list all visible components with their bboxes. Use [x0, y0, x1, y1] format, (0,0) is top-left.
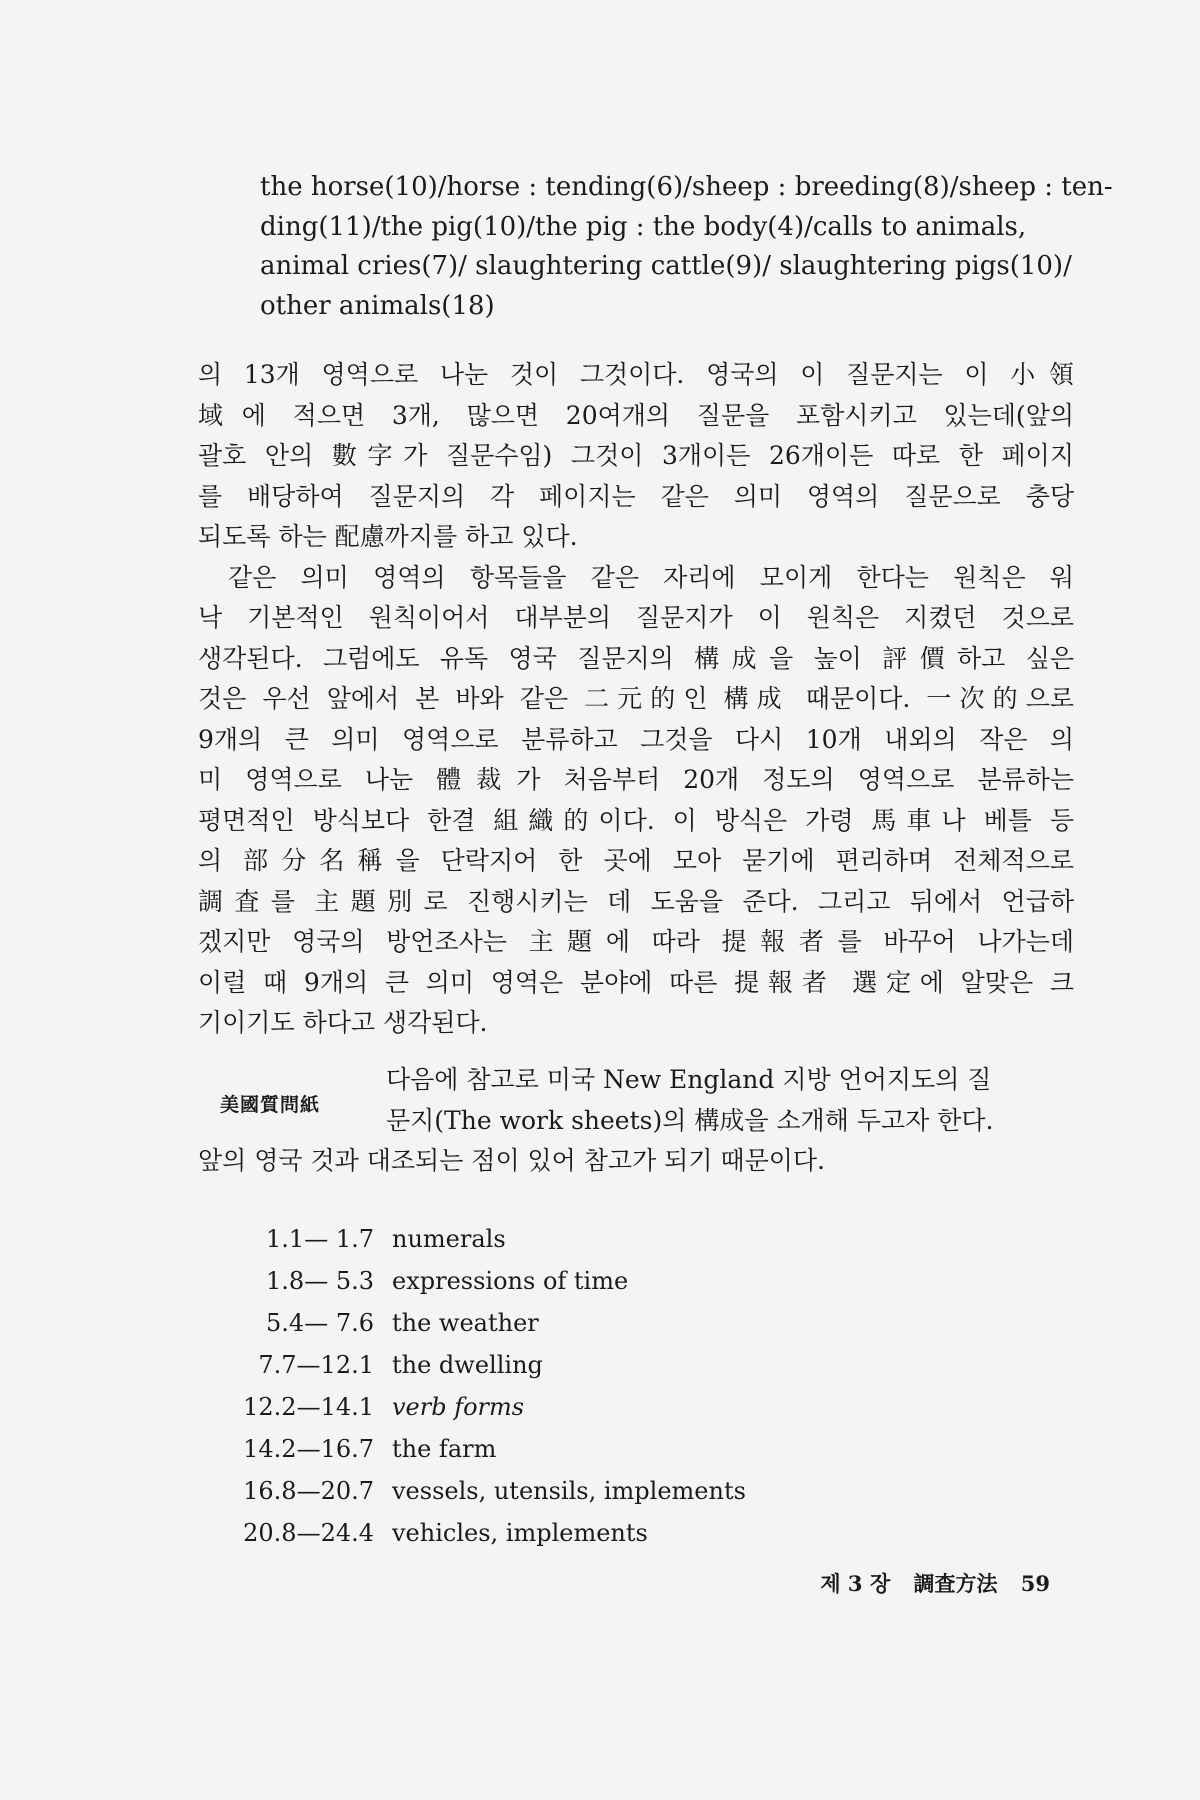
text-line: 겠지만 영국의 방언조사는 主題에 따라 提報者를 바꾸어 나가는데	[198, 927, 1074, 956]
toc-topic: the dwelling	[392, 1351, 543, 1379]
work-sheets-contents	[228, 1218, 746, 1554]
text-line: 調査를 主題別로 진행시키는 데 도움을 준다. 그리고 뒤에서 언급하	[198, 886, 1074, 916]
intro-line: the horse(10)/horse : tending(6)/sheep : breeding(8)/sheep : ten-	[260, 172, 1113, 202]
toc-range: 5.4— 7.6	[266, 1309, 374, 1337]
toc-range: 7.7—12.1	[258, 1351, 374, 1379]
chapter-label: 제 3 장	[820, 1571, 891, 1596]
intro-line: other animals(18)	[260, 290, 495, 321]
paragraph-3	[198, 1060, 1074, 1182]
text-line: 것은 우선 앞에서 본 바와 같은 二元的인 構成 때문이다. 一次的으로	[198, 684, 1074, 713]
toc-row	[228, 1386, 746, 1428]
text-line: 생각된다. 그럼에도 유독 영국 질문지의 構成을 높이 評價하고 싶은	[198, 643, 1074, 673]
body-text	[198, 355, 1074, 1044]
toc-topic: numerals	[392, 1225, 506, 1253]
text-line: 평면적인 방식보다 한결 組織的이다. 이 방식은 가령 馬車나 베틀 등	[198, 805, 1074, 835]
toc-range: 1.1— 1.7	[266, 1225, 374, 1253]
paragraph-2	[198, 558, 1074, 1044]
toc-row	[228, 1512, 746, 1554]
text-line: 다음에 참고로 미국 New England 지방 언어지도의 질	[386, 1065, 992, 1094]
toc-range: 12.2—14.1	[243, 1393, 374, 1421]
toc-row	[228, 1470, 746, 1512]
text-line: 괄호 안의 數字가 질문수임) 그것이 3개이든 26개이든 따로 한 페이지	[198, 441, 1074, 470]
running-footer	[804, 1568, 1050, 1598]
text-line: 되도록 하는 配慮까지를 하고 있다.	[198, 522, 578, 551]
text-line: 기이기도 하다고 생각된다.	[198, 1008, 488, 1037]
text-line: 앞의 영국 것과 대조되는 점이 있어 참고가 되기 때문이다.	[198, 1146, 825, 1175]
toc-range: 1.8— 5.3	[266, 1267, 374, 1295]
toc-range: 14.2—16.7	[243, 1435, 374, 1463]
page-number: 59	[1020, 1571, 1050, 1596]
toc-row	[228, 1218, 746, 1260]
intro-line: animal cries(7)/ slaughtering cattle(9)/ slaughtering pigs(10)/	[260, 251, 1072, 281]
toc-topic: expressions of time	[392, 1267, 629, 1295]
toc-row	[228, 1344, 746, 1386]
text-line: 9개의 큰 의미 영역으로 분류하고 그것을 다시 10개 내외의 작은 의	[198, 724, 1074, 754]
text-line: 域에 적으면 3개, 많으면 20여개의 질문을 포함시키고 있는데(앞의	[198, 400, 1074, 430]
text-line: 의 13개 영역으로 나눈 것이 그것이다. 영국의 이 질문지는 이 小領	[198, 360, 1074, 389]
toc-topic: vessels, utensils, implements	[392, 1477, 746, 1505]
paragraph-1	[198, 355, 1074, 558]
toc-topic: verb forms	[392, 1393, 525, 1421]
text-line: 의 部分名稱을 단락지어 한 곳에 모아 묻기에 편리하며 전체적으로	[198, 846, 1074, 875]
toc-row	[228, 1428, 746, 1470]
text-line: 낙 기본적인 원칙이어서 대부분의 질문지가 이 원칙은 지켰던 것으로	[198, 603, 1074, 632]
text-line: 를 배당하여 질문지의 각 페이지는 같은 의미 영역의 질문으로 충당	[198, 481, 1074, 511]
toc-range: 20.8—24.4	[243, 1519, 374, 1547]
toc-row	[228, 1260, 746, 1302]
toc-topic: the farm	[392, 1435, 497, 1463]
intro-line: ding(11)/the pig(10)/the pig : the body(4)/calls to animals,	[260, 211, 1027, 242]
toc-range: 16.8—20.7	[243, 1477, 374, 1505]
text-line: 이럴 때 9개의 큰 의미 영역은 분야에 따른 提報者 選定에 알맞은 크	[198, 967, 1074, 997]
text-line: 같은 의미 영역의 항목들을 같은 자리에 모이게 한다는 원칙은 워	[228, 562, 1074, 592]
margin-note: 美國質問紙	[220, 1094, 321, 1116]
toc-topic: vehicles, implements	[392, 1519, 648, 1547]
toc-row	[228, 1302, 746, 1344]
english-topic-list	[198, 168, 1113, 326]
section-title: 調査方法	[913, 1571, 998, 1596]
text-line: 미 영역으로 나눈 體裁가 처음부터 20개 정도의 영역으로 분류하는	[198, 765, 1074, 794]
text-line: 문지(The work sheets)의 構成을 소개해 두고자 한다.	[386, 1105, 994, 1135]
toc-topic: the weather	[392, 1309, 539, 1337]
